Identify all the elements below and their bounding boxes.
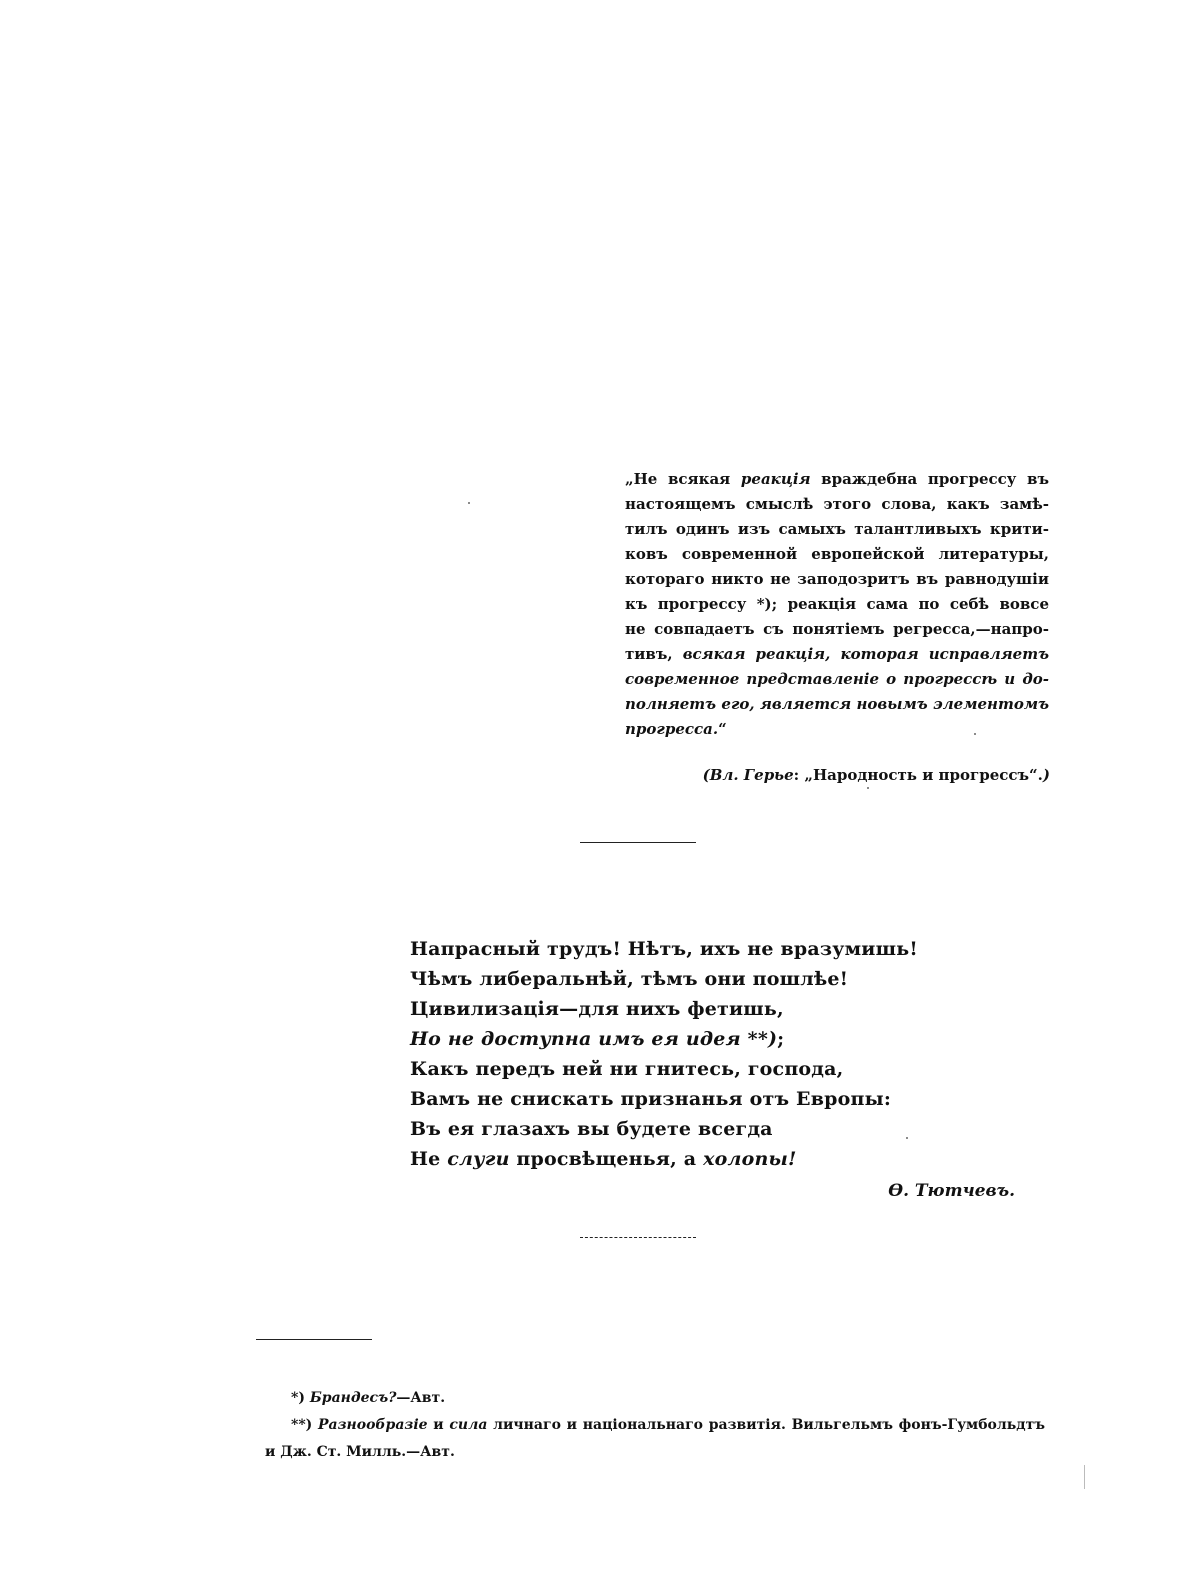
text-run: “	[718, 720, 727, 738]
epigraph	[625, 467, 1049, 742]
text-run: ковъ современной европейской литературы,	[625, 545, 1049, 563]
italic-text: Но не доступна имъ ея идея **)	[410, 1028, 778, 1050]
text-run: личнаго и національнаго развитія. Вильгельмъ фонъ-Гумбольдтъ и Дж. Ст. Милль.—Авт.	[265, 1417, 1046, 1460]
italic-text: Разнообразіе	[318, 1417, 428, 1433]
text-run: Вамъ не снискать признанья отъ Европы:	[410, 1088, 892, 1110]
epigraph-line	[625, 492, 1049, 517]
footnote	[265, 1385, 1045, 1412]
text-run: котораго никто не заподозритъ въ равнодушіи	[625, 570, 1049, 588]
margin-mark	[1084, 1465, 1085, 1489]
text-run: Какъ передъ ней ни гнитесь, господа,	[410, 1058, 844, 1080]
epigraph-line	[625, 517, 1049, 542]
poem-line	[410, 1024, 918, 1054]
epigraph-line	[625, 692, 1049, 717]
text-run: **)	[291, 1417, 318, 1433]
poem-line	[410, 1054, 918, 1084]
text-run: ;	[777, 1028, 785, 1050]
italic-text: Брандесъ?	[309, 1390, 397, 1406]
text-run: тивъ,	[625, 645, 683, 663]
epigraph-line	[625, 592, 1049, 617]
text-run: Въ ея глазахъ вы будете всегда	[410, 1118, 773, 1140]
poem-line	[410, 964, 918, 994]
epigraph-line	[625, 542, 1049, 567]
print-speck	[974, 733, 976, 735]
text-run: просвѣщенья, а	[509, 1148, 704, 1170]
text-run: : „Народность и прогрессъ“.	[793, 766, 1043, 784]
text-run: враждебна прогрессу въ	[810, 470, 1049, 488]
poem	[410, 934, 918, 1174]
italic-text: слуги	[447, 1148, 510, 1170]
section-divider-2	[580, 1237, 696, 1238]
italic-text: полняетъ его, является новымъ элементомъ	[625, 695, 1049, 713]
print-speck	[867, 787, 869, 789]
text-run: —Авт.	[396, 1390, 446, 1406]
print-speck	[906, 1137, 908, 1139]
epigraph-line	[625, 567, 1049, 592]
text-run: къ прогрессу *); реакція сама по себѣ вовсе	[625, 595, 1049, 613]
epigraph-line	[625, 467, 1049, 492]
epigraph-line	[625, 617, 1049, 642]
epigraph-line	[625, 717, 1049, 742]
italic-text: (Вл. Герье	[702, 766, 794, 784]
poem-line	[410, 1114, 918, 1144]
poem-line	[410, 1084, 918, 1114]
footnote-separator	[256, 1339, 372, 1340]
text-run: не совпадаетъ съ понятіемъ регресса,—напро-	[625, 620, 1049, 638]
text-run: тилъ одинъ изъ самыхъ талантливыхъ крити-	[625, 520, 1049, 538]
text-run: *)	[291, 1390, 310, 1406]
italic-text: всякая реакція, которая исправляетъ	[682, 645, 1049, 663]
text-run: настоящемъ смыслѣ этого слова, какъ замѣ-	[625, 495, 1049, 513]
text-run: Напрасный трудъ! Нѣтъ, ихъ не вразумишь!	[410, 938, 918, 960]
poem-line	[410, 934, 918, 964]
footnotes	[265, 1385, 1045, 1466]
section-divider	[580, 842, 696, 843]
italic-text: холопы!	[703, 1148, 797, 1170]
epigraph-line	[625, 667, 1049, 692]
footnote	[265, 1412, 1045, 1466]
epigraph-line	[625, 642, 1049, 667]
italic-text: современное представленіе о прогрессѣ и до-	[625, 670, 1049, 688]
poem-line	[410, 994, 918, 1024]
italic-text: реакція	[740, 470, 811, 488]
text-run: „Не всякая	[625, 470, 741, 488]
epigraph-attribution	[685, 766, 1050, 784]
italic-text: сила	[449, 1417, 488, 1433]
poem-line	[410, 1144, 918, 1174]
italic-text: прогресса.	[625, 720, 719, 738]
print-speck	[468, 502, 470, 504]
italic-text: )	[1042, 766, 1050, 784]
text-run: Не	[410, 1148, 448, 1170]
text-run: и	[427, 1417, 450, 1433]
text-run: Чѣмъ либеральнѣй, тѣмъ они пошлѣе!	[410, 968, 849, 990]
poem-author: Ѳ. Тютчевъ.	[888, 1181, 1015, 1201]
epigraph-text	[625, 467, 1049, 742]
text-run: Цивилизація—для нихъ фетишь,	[410, 998, 784, 1020]
